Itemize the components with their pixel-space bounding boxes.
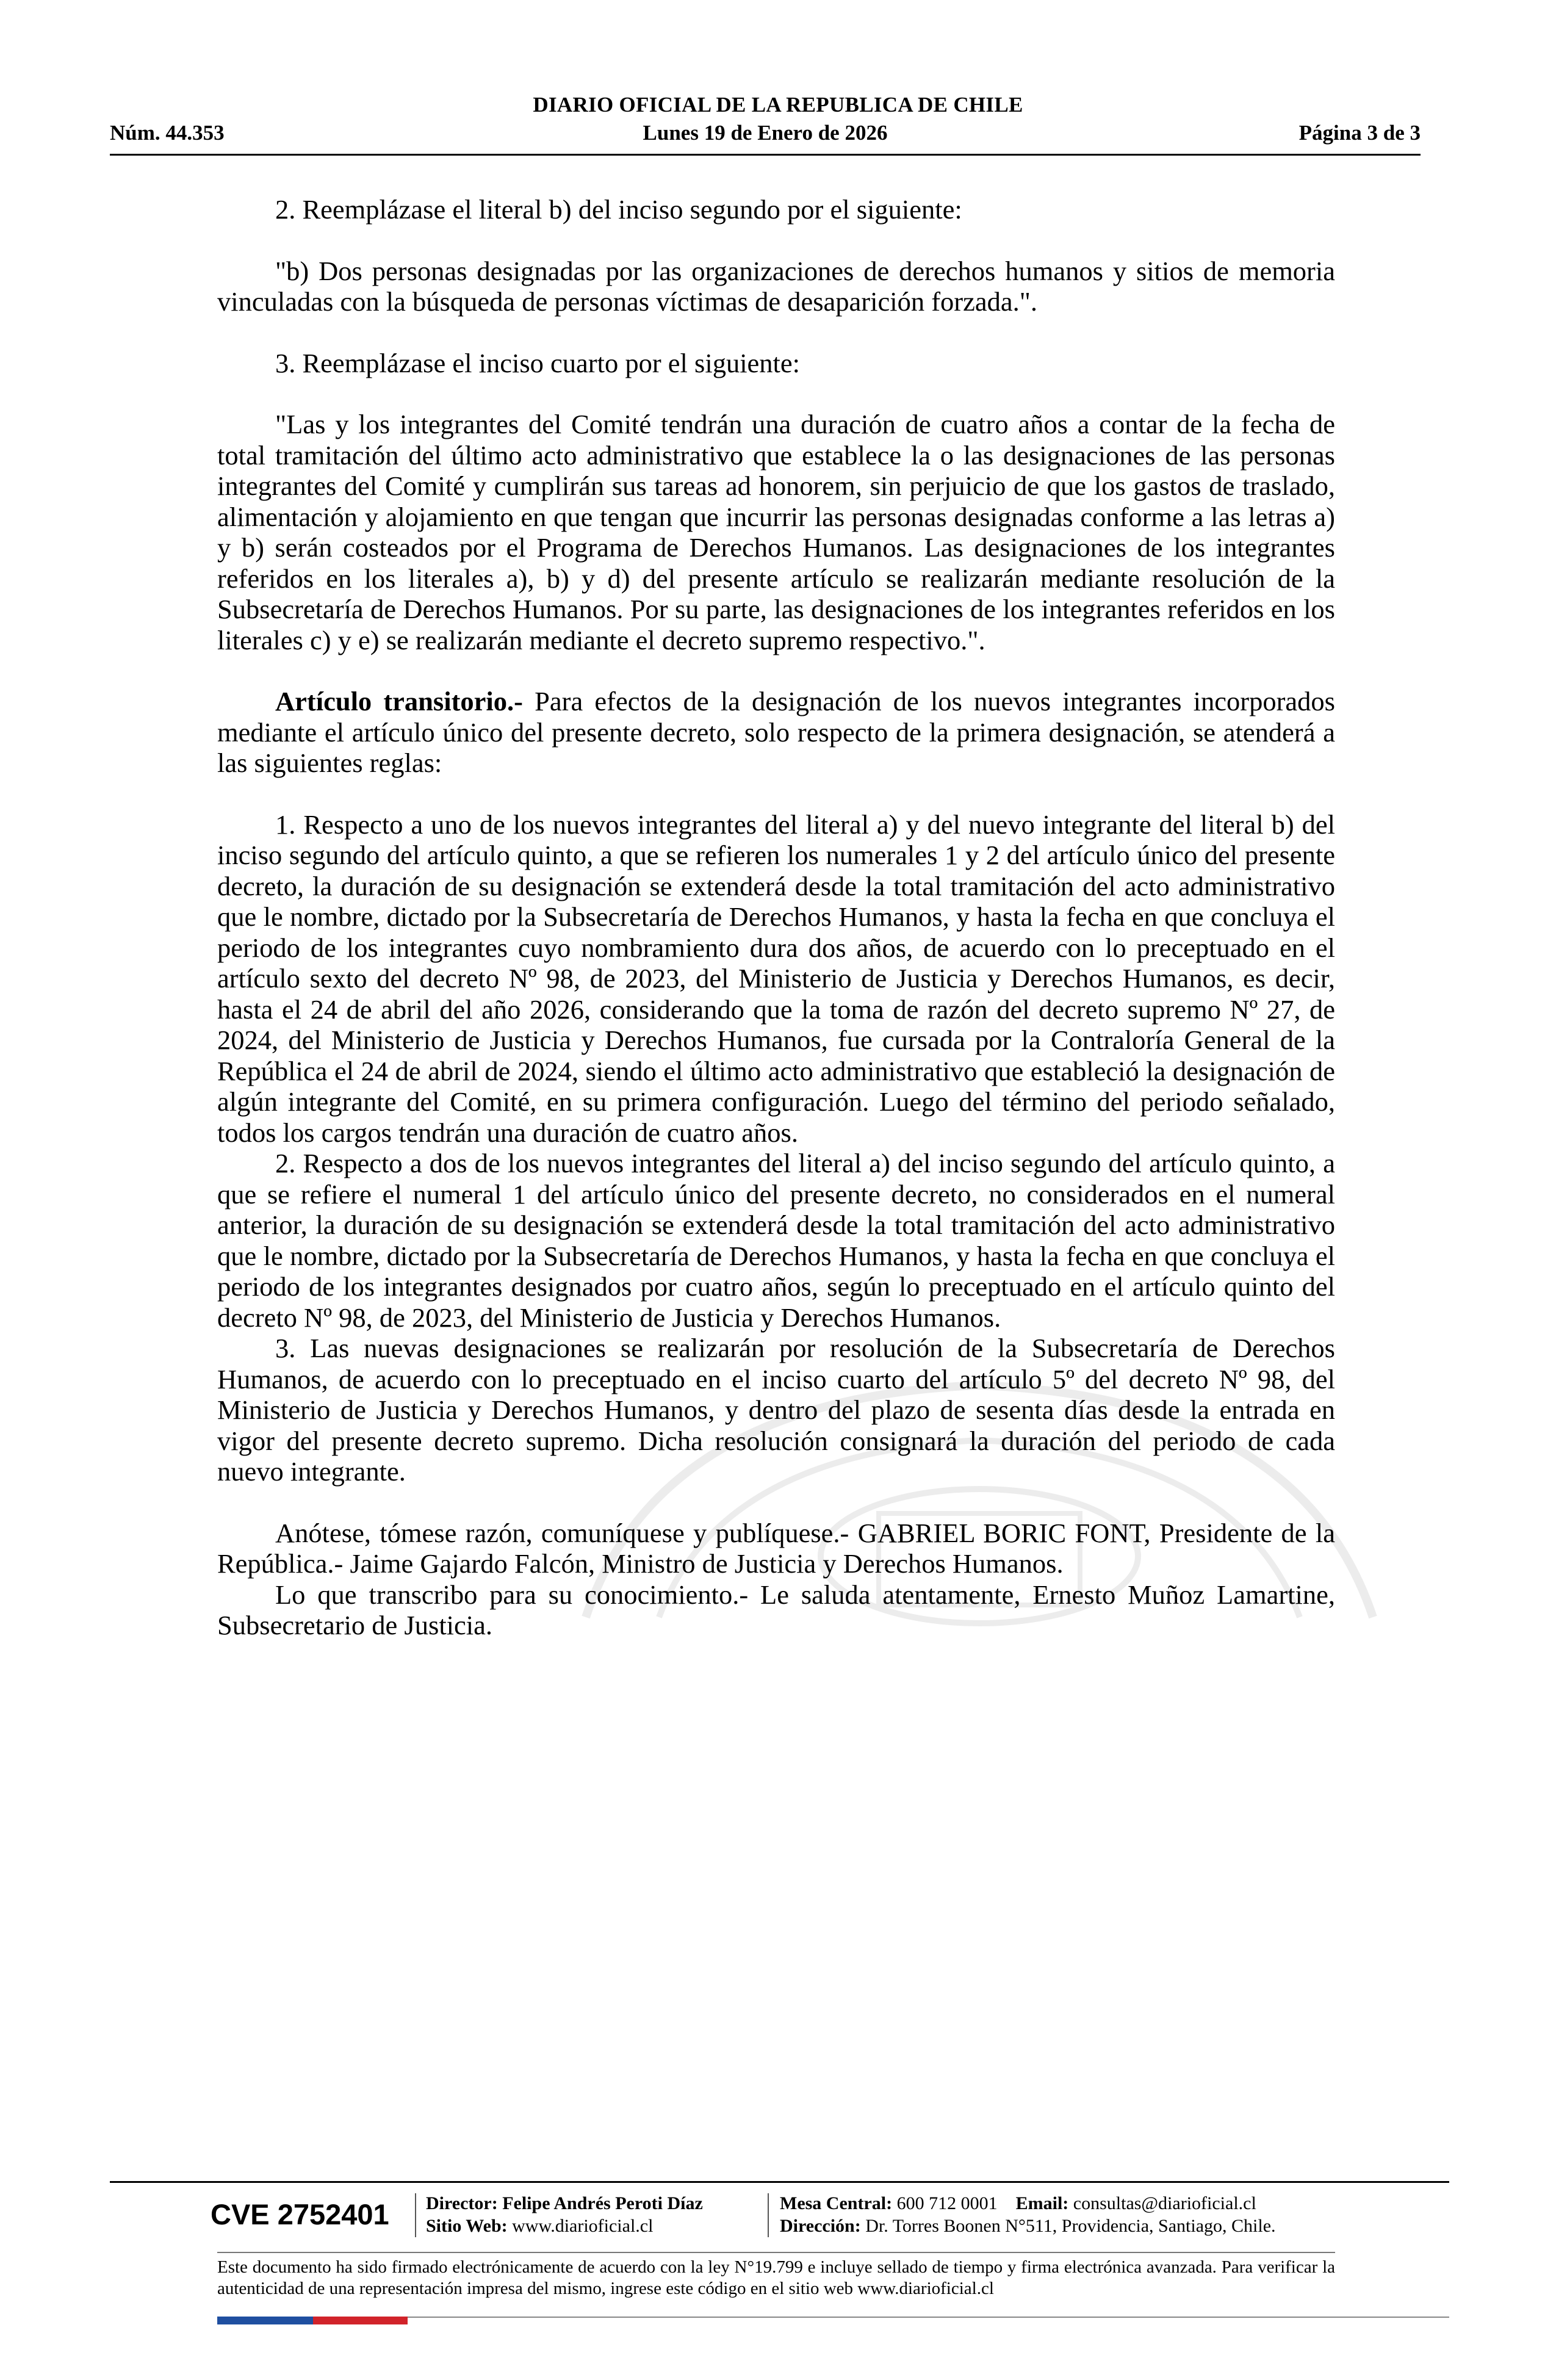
closing-formula: Anótese, tómese razón, comuníquese y publíquese.- GABRIEL BORIC FONT, Presidente de la República.- Jaime Gajardo Falcón, Ministro de Justicia y Derechos Humanos. [217,1517,1335,1579]
director-name: Felipe Andrés Peroti Díaz [502,2193,703,2213]
footer-separator [768,2193,769,2237]
header-divider [110,154,1421,156]
paragraph-amendment-3: 3. Reemplázase el inciso cuarto por el siguiente: [275,347,801,378]
electronic-signature-note: Este documento ha sido firmado electrónicamente de acuerdo con la ley N°19.799 e incluye sellado de tiempo y firma electrónica avanzada. Para verificar la autenticidad de una representación impresa del mismo, ingrese este código en el sitio web www.diarioficial.cl [217,2257,1335,2298]
header-row [110,121,1421,145]
issue-date: Lunes 19 de Enero de 2026 [643,121,888,145]
transcription-note: Lo que transcribo para su conocimiento.- Le saluda atentamente, Ernesto Muñoz Lamartine, Subsecretario de Justicia. [217,1579,1335,1640]
footer-divider-middle [217,2252,1335,2253]
issue-number: Núm. 44.353 [110,121,225,145]
email-label: Email: [1015,2193,1069,2213]
address-text: Dr. Torres Boonen N°511, Providencia, Santiago, Chile. [865,2216,1276,2236]
website-label: Sitio Web: [426,2216,508,2236]
cve-code: CVE 2752401 [211,2198,389,2230]
paragraph-inciso-cuarto: "Las y los integrantes del Comité tendrán una duración de cuatro años a contar de la fecha de total tramitación del último acto administrativo que establece la o las designaciones de las personas integrantes del Comité y cumplirán sus tareas ad honorem, sin perjuicio de que los gastos de traslado, alimentación y alojamiento en que tengan que incurrir las personas designadas conforme a las letras a) y b) serán costeados por el Programa de Derechos Humanos. Las designaciones de los integrantes referidos en los literales a), b) y d) del presente artículo se realizarán mediante resolución de la Subsecretaría de Derechos Humanos. Por su parte, las designaciones de los integrantes referidos en los literales c) y e) se realizarán mediante el decreto supremo respectivo.". [217,409,1335,655]
director-label: Director: [426,2193,498,2213]
mesa-central-label: Mesa Central: [780,2193,893,2213]
mesa-central-phone: 600 712 0001 [896,2193,998,2213]
flag-bar-blue [217,2317,313,2324]
footer-divider-top [110,2181,1449,2183]
paragraph-amendment-2: 2. Reemplázase el literal b) del inciso segundo por el siguiente: [275,194,962,225]
website-link[interactable]: www.diarioficial.cl [512,2216,654,2236]
transitory-rule-1: 1. Respecto a uno de los nuevos integrantes del literal a) y del nuevo integrante del literal b) del inciso segundo del artículo quinto, a que se refieren los numerales 1 y 2 del artículo único del presente decreto, la duración de su designación se extenderá desde la total tramitación del acto administrativo que le nombre, dictado por la Subsecretaría de Derechos Humanos, y hasta la fecha en que concluya el periodo de los integrantes cuyo nombramiento dura dos años, de acuerdo con lo preceptuado en el artículo sexto del decreto Nº 98, de 2023, del Ministerio de Justicia y Derechos Humanos, es decir, hasta el 24 de abril del año 2026, considerando que la toma de razón del decreto supremo Nº 27, de 2024, del Ministerio de Justicia y Derechos Humanos, fue cursada por la Contraloría General de la República el 24 de abril de 2024, siendo el último acto administrativo que estableció la designación de algún integrante del Comité, en su primera configuración. Luego del término del periodo señalado, todos los cargos tendrán una duración de cuatro años. [217,809,1335,1148]
footer-divider-bottom [408,2317,1449,2318]
document-body [217,194,1335,1641]
address-label: Dirección: [780,2216,861,2236]
page-number: Página 3 de 3 [1298,121,1421,145]
transitory-article-heading: Artículo transitorio.- [275,686,523,716]
publication-title: DIARIO OFICIAL DE LA REPUBLICA DE CHILE [533,93,1023,117]
transitory-rule-2: 2. Respecto a dos de los nuevos integrantes del literal a) del inciso segundo del artículo quinto, a que se refiere el numeral 1 del artículo único del presente decreto, no considerados en el numeral anterior, la duración de su designación se extenderá desde la total tramitación del acto administrativo que le nombre, dictado por la Subsecretaría de Derechos Humanos, y hasta la fecha en que concluya el periodo de los integrantes designados por cuatro años, según lo preceptuado en el artículo quinto del decreto Nº 98, de 2023, del Ministerio de Justicia y Derechos Humanos. [217,1148,1335,1333]
paragraph-transitory-article [217,686,1335,779]
footer-director-block [426,2192,703,2237]
email-address[interactable]: consultas@diarioficial.cl [1073,2193,1256,2213]
footer-separator [415,2193,416,2237]
flag-bar-red [313,2317,408,2324]
footer-contact-block [780,2192,1276,2237]
transitory-rule-3: 3. Las nuevas designaciones se realizarán por resolución de la Subsecretaría de Derechos Humanos, de acuerdo con lo preceptuado en el inciso cuarto del artículo 5º del decreto Nº 98, del Ministerio de Justicia y Derechos Humanos, y dentro del plazo de sesenta días desde la entrada en vigor del presente decreto supremo. Dicha resolución consignará la duración del periodo de cada nuevo integrante. [217,1333,1335,1487]
paragraph-literal-b: "b) Dos personas designadas por las organizaciones de derechos humanos y sitios de memoria vinculadas con la búsqueda de personas víctimas de desaparición forzada.". [217,255,1335,317]
transitory-article-text: Para efectos de la designación de los nuevos integrantes incorporados mediante el artículo único del presente decreto, solo respecto de la primera designación, se atenderá a las siguientes reglas: [217,686,1335,778]
